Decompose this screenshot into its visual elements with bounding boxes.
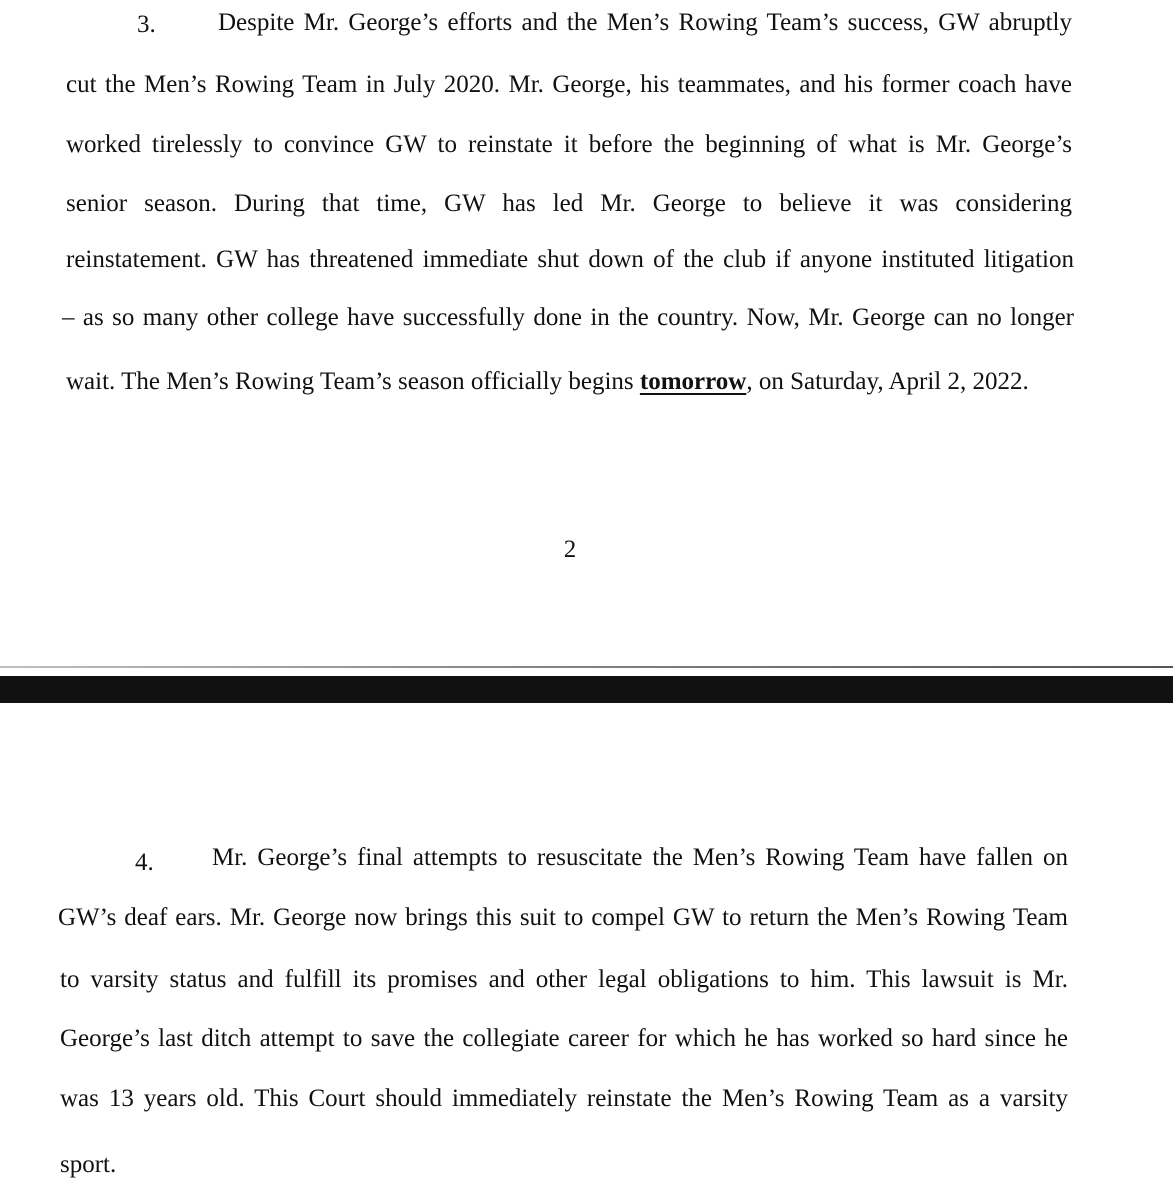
paragraph-4-line-4: George’s last ditch attempt to save the collegiate career for which he has worked so hard since he xyxy=(60,1025,1068,1052)
paragraph-4-line-2: GW’s deaf ears. Mr. George now brings this suit to compel GW to return the Men’s Rowing Team xyxy=(58,904,1068,931)
paragraph-3-line-2: cut the Men’s Rowing Team in July 2020. Mr. George, his teammates, and his former coach have xyxy=(66,71,1072,98)
paragraph-4-line-3: to varsity status and fulfill its promises and other legal obligations to him. This lawsuit is Mr. xyxy=(60,966,1068,993)
paragraph-3-line-4: senior season. During that time, GW has led Mr. George to believe it was considering xyxy=(66,190,1072,217)
paragraph-4-line-6: sport. xyxy=(60,1151,117,1178)
page-number: 2 xyxy=(563,536,577,563)
paragraph-3-last-text: wait. The Men’s Rowing Team’s season officially begins xyxy=(66,368,640,395)
emphasis-tomorrow: tomorrow xyxy=(639,368,747,395)
paragraph-3-line-7 xyxy=(66,367,1029,397)
paragraph-3-line-6: – as so many other college have successfully done in the country. Now, Mr. George can no longer xyxy=(62,304,1074,331)
paragraph-3-line-1: Despite Mr. George’s efforts and the Men’s Rowing Team’s success, GW abruptly xyxy=(218,9,1072,36)
paragraph-4-line-1: Mr. George’s final attempts to resuscitate the Men’s Rowing Team have fallen on xyxy=(212,844,1068,871)
paragraph-3-line-3: worked tirelessly to convince GW to reinstate it before the beginning of what is Mr. George’s xyxy=(66,131,1072,158)
page-edge-line xyxy=(0,666,1173,668)
paragraph-3-line-5: reinstatement. GW has threatened immediate shut down of the club if anyone instituted litigation xyxy=(66,246,1074,273)
document-page-3 xyxy=(0,700,1173,1200)
paragraph-4-number: 4. xyxy=(135,849,154,876)
paragraph-3-number: 3. xyxy=(137,11,156,38)
paragraph-4-line-5: was 13 years old. This Court should immediately reinstate the Men’s Rowing Team as a varsity xyxy=(60,1085,1068,1112)
page-break-divider xyxy=(0,676,1173,703)
paragraph-3-last-text-end: , on Saturday, April 2, 2022. xyxy=(746,368,1029,395)
